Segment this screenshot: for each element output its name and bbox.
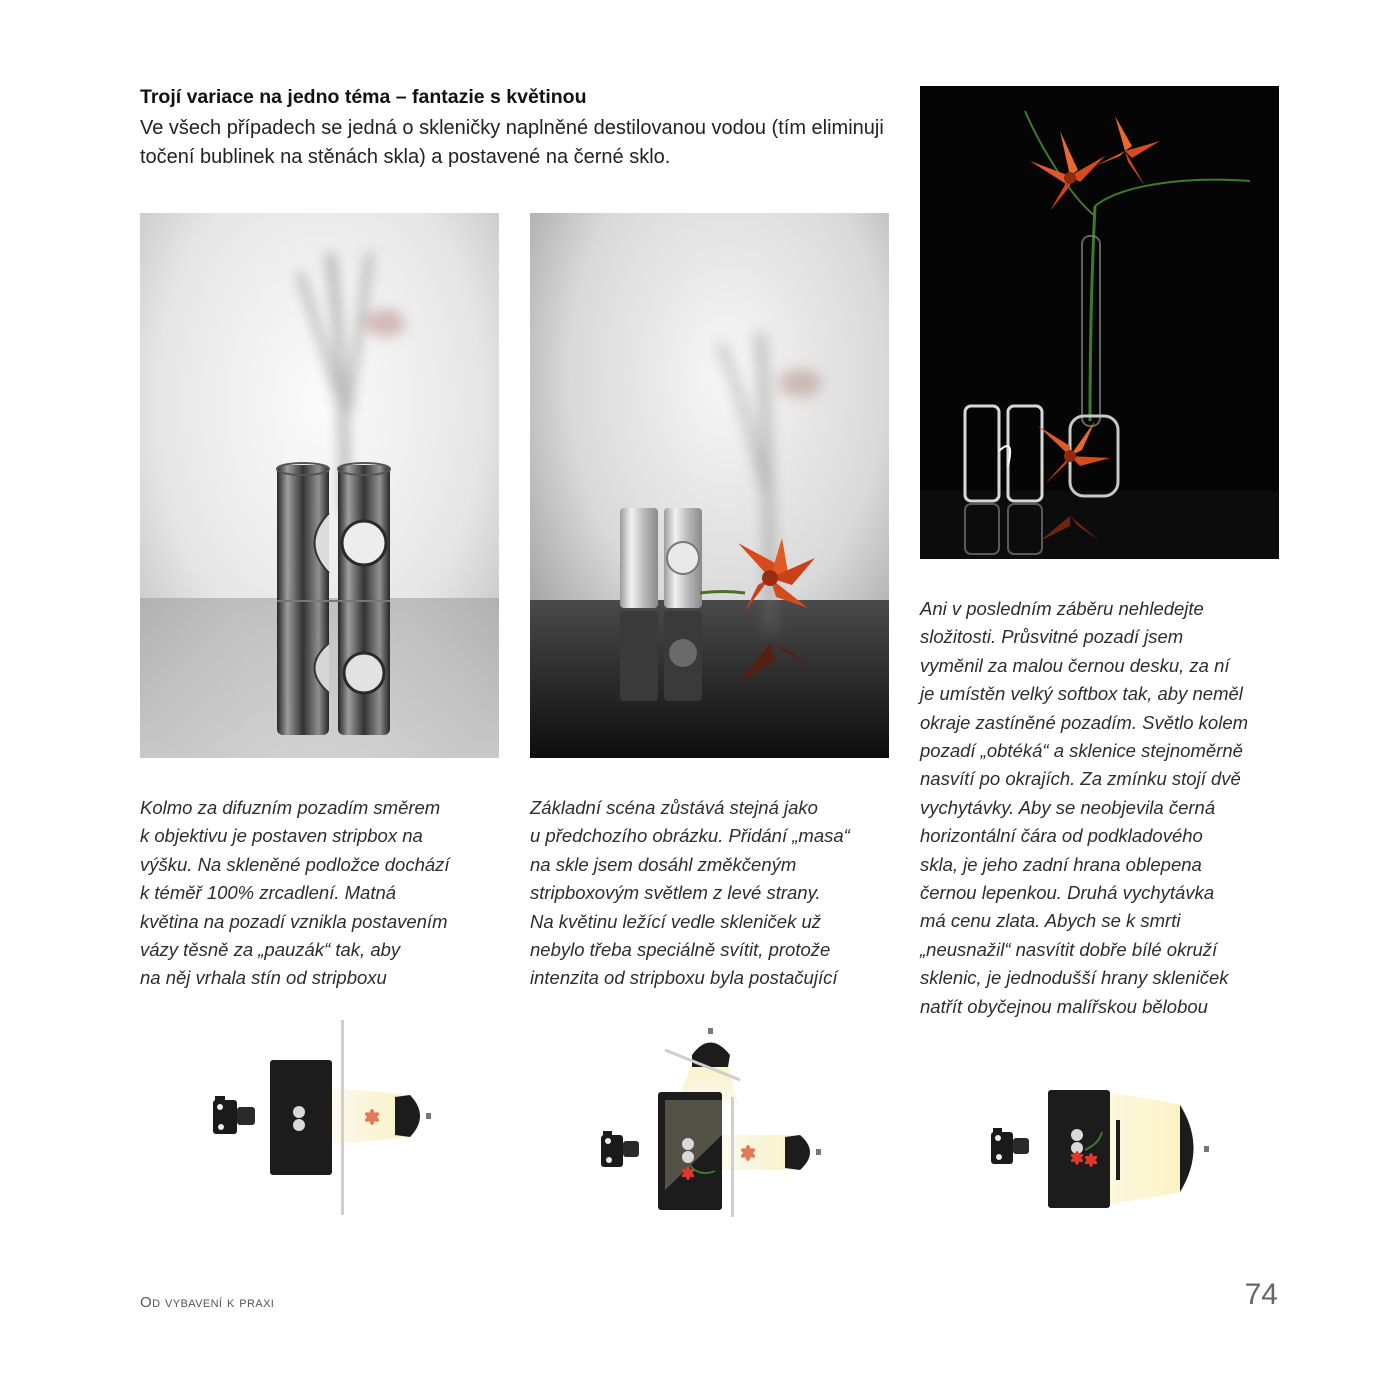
caption-photo-3: Ani v posledním záběru nehledejte složitosti. Průsvitné pozadí jsem vyměnil za malou černou desku, za ní je umístěn velký softbox tak, aby neměl okraje zastíněné pozadím. Světlo kolem pozadí „obtéká“ a sklenice stejnoměrně nasvítí po okrajích. Za zmínku stojí dvě vychytávky. Aby se neobjevila černá horizontální čára od podkladového skla, je jeho zadní hrana oblepena černou lepenkou. Druhá vychytávka má cenu zlata. Abych se k smrti „neusnažil“ nasvítit dobře bílé okruží sklenic, je jednodušší hrany skleniček natřít obyčejnou malířskou bělobou <box>920 598 1249 1017</box>
lighting-diagram-1 <box>205 1015 445 1220</box>
caption-photo-1: Kolmo za difuzním pozadím směrem k objektivu je postaven stripbox na výšku. Na skleněné podložce dochází k téměř 100% zrcadlení. Matná květina na pozadí vznikla postavením vázy těsně za „pauzák“ tak, aby na něj vrhala stín od stripboxu <box>140 797 450 989</box>
camera-icon <box>991 1128 1029 1164</box>
photo-black-background-lily <box>920 86 1279 559</box>
photo-glasses-with-lily <box>530 213 889 758</box>
section-title: Trojí variace na jedno téma – fantazie s květinou <box>140 86 587 108</box>
footer-section-name: Od vybavení k praxi <box>140 1294 275 1311</box>
photo-white-background-glasses <box>140 213 499 758</box>
page-number: 74 <box>1244 1278 1278 1311</box>
camera-icon <box>213 1096 255 1134</box>
caption-photo-2: Základní scéna zůstává stejná jako u předchozího obrázku. Přidání „masa“ na skle jsem dosáhl změkčeným stripboxovým světlem z levé strany. Na květinu ležící vedle skleniček už nebylo třeba speciálně svítit, protože intenzita od stripboxu byla postačující <box>530 797 850 989</box>
lighting-diagram-3 <box>985 1080 1225 1215</box>
intro-text: Ve všech případech se jedná o skleničky naplněné destilovanou vodou (tím eliminuji točení bublinek na stěnách skla) a postavené na černé sklo. <box>140 117 884 168</box>
lighting-diagram-2 <box>595 1025 835 1220</box>
camera-icon <box>601 1131 639 1167</box>
